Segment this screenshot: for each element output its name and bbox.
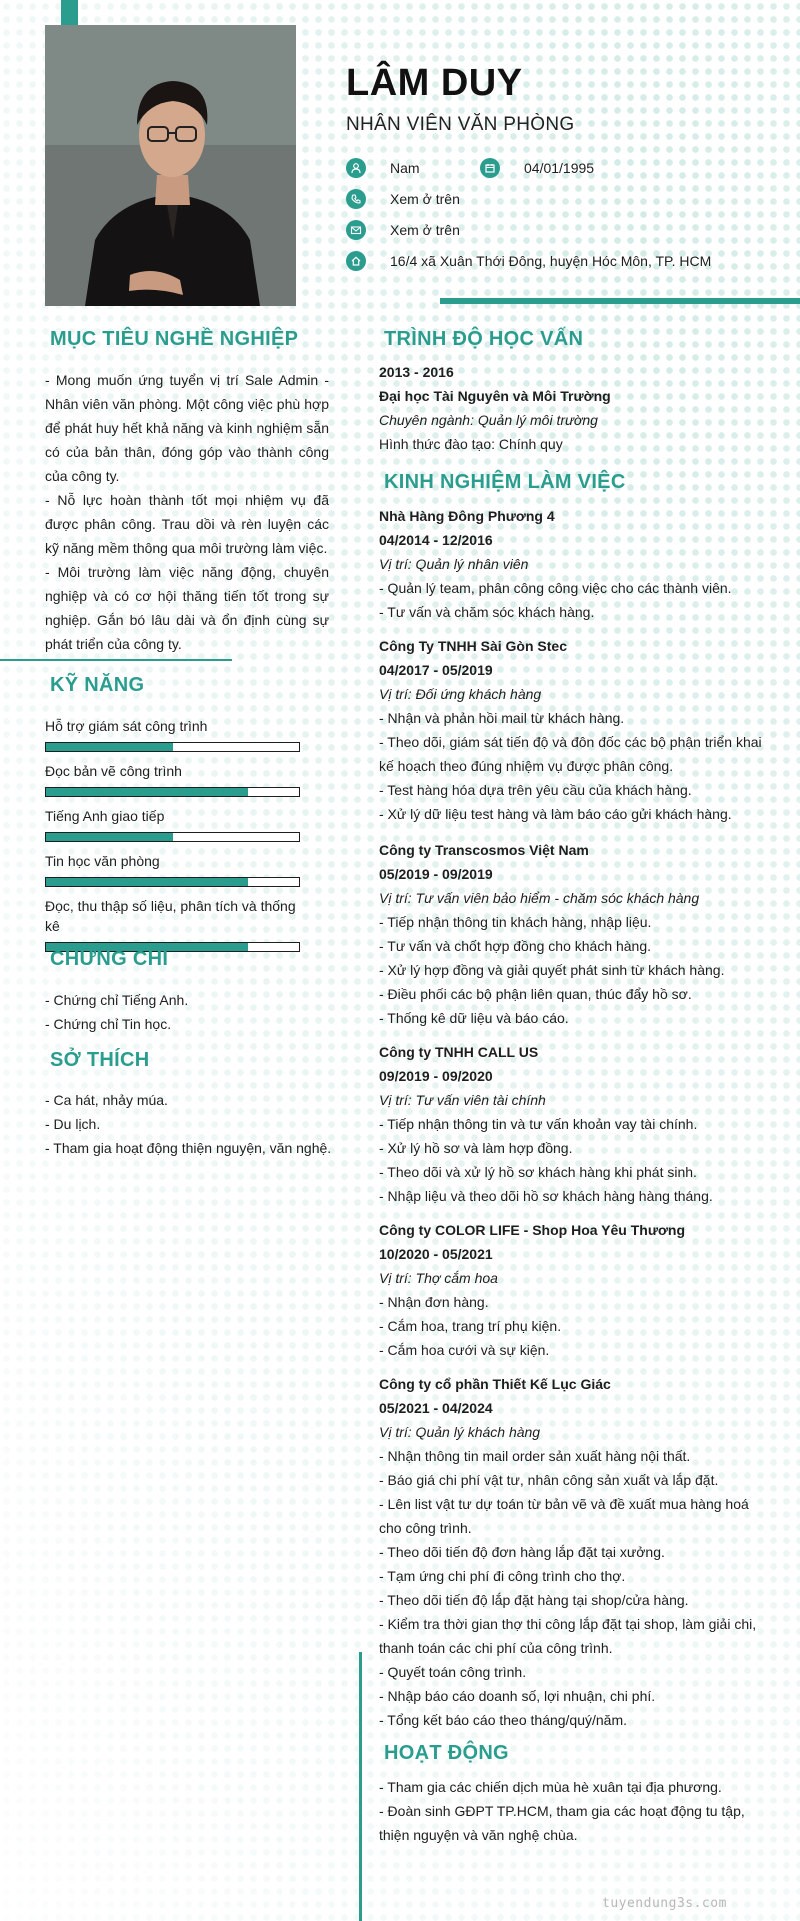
job-entry — [379, 634, 774, 826]
job-company: Công ty TNHH CALL US — [379, 1044, 539, 1060]
calendar-icon — [480, 158, 500, 178]
skill-label: Tiếng Anh giao tiếp — [45, 808, 165, 824]
education-school: Đại học Tài Nguyên và Môi Trường — [379, 388, 611, 404]
skill-level-fill — [46, 743, 173, 751]
job-period: 05/2021 - 04/2024 — [379, 1400, 493, 1416]
header-divider-line — [440, 298, 800, 304]
skill-label: Đọc, thu thập số liệu, phân tích và thống kê — [45, 898, 296, 934]
skill-label: Đọc bản vẽ công trình — [45, 763, 182, 779]
activity-item: - Tham gia các chiến dịch mùa hè xuân tại địa phương. — [379, 1779, 722, 1795]
job-task: - Nhận và phản hồi mail từ khách hàng. — [379, 710, 625, 726]
activity-item: - Đoàn sinh GĐPT TP.HCM, tham gia các hoạt động tu tập, thiện nguyện và văn nghệ chùa. — [379, 1803, 745, 1843]
job-task: - Tạm ứng chi phí đi công trình cho thợ. — [379, 1568, 626, 1584]
job-task: - Cắm hoa cưới và sự kiện. — [379, 1342, 550, 1358]
job-position: Vị trí: Đối ứng khách hàng — [379, 686, 542, 702]
job-position: Vị trí: Quản lý khách hàng — [379, 1424, 541, 1440]
education-mode: Hình thức đào tạo: Chính quy — [379, 436, 563, 452]
right-vertical-line — [359, 1652, 362, 1921]
skill-label: Hỗ trợ giám sát công trình — [45, 718, 208, 734]
job-position: Vị trí: Tư vấn viên bảo hiểm - chăm sóc khách hàng — [379, 890, 700, 906]
job-task: - Tiếp nhận thông tin và tư vấn khoản vay tài chính. — [379, 1116, 698, 1132]
job-task: - Test hàng hóa dựa trên yêu cầu của khách hàng. — [379, 782, 692, 798]
experience-title: KINH NGHIỆM LÀM VIỆC — [384, 471, 626, 493]
job-task: - Điều phối các bộ phận liên quan, thúc đẩy hồ sơ. — [379, 986, 692, 1002]
job-company: Công ty Transcosmos Việt Nam — [379, 842, 589, 858]
job-task: - Xử lý dữ liệu test hàng và làm báo cáo gửi khách hàng. — [379, 806, 732, 822]
job-period: 10/2020 - 05/2021 — [379, 1246, 493, 1262]
job-task: - Xử lý hợp đồng và giải quyết phát sinh từ khách hàng. — [379, 962, 725, 978]
job-entry — [379, 838, 774, 1030]
job-task: - Theo dõi tiến độ lắp đặt hàng tại shop/cửa hàng. — [379, 1592, 689, 1608]
skill-level-fill — [46, 878, 248, 886]
activities-title: HOẠT ĐỘNG — [384, 1742, 509, 1764]
job-task: - Báo giá chi phí vật tư, nhân công sản xuất và lắp đặt. — [379, 1472, 719, 1488]
skill-label: Tin học văn phòng — [45, 853, 160, 869]
gender-value: Nam — [390, 160, 420, 176]
certificate-item: - Chứng chỉ Tiếng Anh. — [45, 992, 189, 1008]
job-company: Công ty cổ phần Thiết Kế Lục Giác — [379, 1376, 611, 1392]
email-value: Xem ở trên — [390, 222, 460, 238]
activities-list — [379, 1775, 774, 1847]
job-task: - Quản lý team, phân công công việc cho các thành viên. — [379, 580, 732, 596]
job-company: Công Ty TNHH Sài Gòn Stec — [379, 638, 567, 654]
objective-line: - Mong muốn ứng tuyển vị trí Sale Admin - Nhân viên văn phòng. Một công việc phù hợp để phát huy hết khả năng và kinh nghiệm sẵn có của bản thân, đóng góp vào thành công của công ty. — [45, 372, 329, 484]
hobbies-title: SỞ THÍCH — [50, 1049, 150, 1071]
job-task: - Quyết toán công trình. — [379, 1664, 527, 1680]
certificate-item: - Chứng chỉ Tin học. — [45, 1016, 172, 1032]
job-task: - Lên list vật tư dự toán từ bản vẽ và đề xuất mua hàng hoá cho công trình. — [379, 1496, 749, 1536]
left-section-divider — [0, 659, 232, 661]
skill-item — [45, 761, 300, 797]
job-task: - Theo dõi tiến độ đơn hàng lắp đặt tại xưởng. — [379, 1544, 665, 1560]
objective-text — [45, 368, 329, 656]
certificates-title: CHỨNG CHỈ — [50, 948, 169, 970]
address-value: 16/4 xã Xuân Thới Đông, huyện Hóc Môn, TP. HCM — [390, 253, 712, 269]
person-icon — [346, 158, 366, 178]
education-block — [379, 360, 774, 456]
job-task: - Tư vấn và chăm sóc khách hàng. — [379, 604, 595, 620]
skills-title: KỸ NĂNG — [50, 674, 145, 696]
job-company: Công ty COLOR LIFE - Shop Hoa Yêu Thương — [379, 1222, 686, 1238]
objective-line: - Môi trường làm việc năng động, chuyên nghiệp và có cơ hội thăng tiến tốt trong sự nghiệp. Gắn bó lâu dài và ổn định cùng sự phát triển của công ty. — [45, 564, 329, 652]
hobbies-list — [45, 1088, 345, 1160]
job-entry — [379, 504, 774, 624]
job-task: - Nhận đơn hàng. — [379, 1294, 489, 1310]
job-task: - Kiểm tra thời gian thợ thi công lắp đặt tại shop, làm giải chi, thanh toán các chi phí của công trình. — [379, 1616, 757, 1656]
job-position: Vị trí: Thợ cắm hoa — [379, 1270, 498, 1286]
email-row — [346, 220, 460, 240]
watermark-text: tuyendung3s.com — [602, 1896, 727, 1911]
envelope-icon — [346, 220, 366, 240]
job-entry — [379, 1040, 774, 1208]
gender-row — [346, 158, 420, 178]
job-period: 04/2017 - 05/2019 — [379, 662, 493, 678]
job-task: - Theo dõi và xử lý hồ sơ khách hàng khi phát sinh. — [379, 1164, 697, 1180]
job-position: Vị trí: Tư vấn viên tài chính — [379, 1092, 546, 1108]
skill-level-bar — [45, 787, 300, 797]
job-task: - Tổng kết báo cáo theo tháng/quý/năm. — [379, 1712, 628, 1728]
hobby-item: - Tham gia hoạt động thiện nguyện, văn nghệ. — [45, 1140, 332, 1156]
hobby-item: - Ca hát, nhảy múa. — [45, 1092, 168, 1108]
job-task: - Nhận thông tin mail order sản xuất hàng nội thất. — [379, 1448, 691, 1464]
skill-level-bar — [45, 832, 300, 842]
job-period: 05/2019 - 09/2019 — [379, 866, 493, 882]
job-position: Vị trí: Quản lý nhân viên — [379, 556, 529, 572]
candidate-job-title: NHÂN VIÊN VĂN PHÒNG — [346, 114, 575, 135]
education-period: 2013 - 2016 — [379, 364, 454, 380]
birthday-row — [480, 158, 594, 178]
birthday-value: 04/01/1995 — [524, 160, 595, 176]
job-period: 04/2014 - 12/2016 — [379, 532, 493, 548]
job-entry — [379, 1218, 774, 1362]
phone-value: Xem ở trên — [390, 191, 460, 207]
address-row — [346, 251, 711, 271]
job-task: - Cắm hoa, trang trí phụ kiện. — [379, 1318, 562, 1334]
objective-title: MỤC TIÊU NGHỀ NGHIỆP — [50, 328, 299, 350]
job-company: Nhà Hàng Đông Phương 4 — [379, 508, 555, 524]
objective-line: - Nỗ lực hoàn thành tốt mọi nhiệm vụ đã được phân công. Trau dồi và rèn luyện các kỹ năng mềm thông qua môi trường làm việc. — [45, 492, 329, 556]
phone-icon — [346, 189, 366, 209]
job-task: - Xử lý hồ sơ và làm hợp đồng. — [379, 1140, 573, 1156]
skill-level-fill — [46, 833, 173, 841]
phone-row — [346, 189, 460, 209]
skill-level-bar — [45, 742, 300, 752]
job-task: - Thống kê dữ liệu và báo cáo. — [379, 1010, 569, 1026]
job-task: - Nhập liệu và theo dõi hồ sơ khách hàng hàng tháng. — [379, 1188, 713, 1204]
job-task: - Tiếp nhận thông tin khách hàng, nhập liệu. — [379, 914, 652, 930]
skill-item — [45, 896, 300, 952]
education-title: TRÌNH ĐỘ HỌC VẤN — [384, 328, 584, 350]
job-task: - Nhập báo cáo doanh số, lợi nhuận, chi phí. — [379, 1688, 656, 1704]
skill-item — [45, 806, 300, 842]
job-task: - Theo dõi, giám sát tiến độ và đôn đốc các bộ phận triển khai kế hoạch theo đúng nhiệm vụ được phân công. — [379, 734, 762, 774]
job-period: 09/2019 - 09/2020 — [379, 1068, 493, 1084]
home-icon — [346, 251, 366, 271]
skill-item — [45, 851, 300, 887]
job-entry — [379, 1372, 774, 1732]
job-task: - Tư vấn và chốt hợp đồng cho khách hàng. — [379, 938, 652, 954]
profile-photo — [45, 25, 296, 306]
skill-item — [45, 716, 300, 752]
skill-level-fill — [46, 788, 248, 796]
certificates-list — [45, 988, 335, 1036]
skill-level-bar — [45, 877, 300, 887]
education-major: Chuyên ngành: Quản lý môi trường — [379, 412, 598, 428]
candidate-name: LÂM DUY — [346, 62, 523, 104]
hobby-item: - Du lịch. — [45, 1116, 101, 1132]
